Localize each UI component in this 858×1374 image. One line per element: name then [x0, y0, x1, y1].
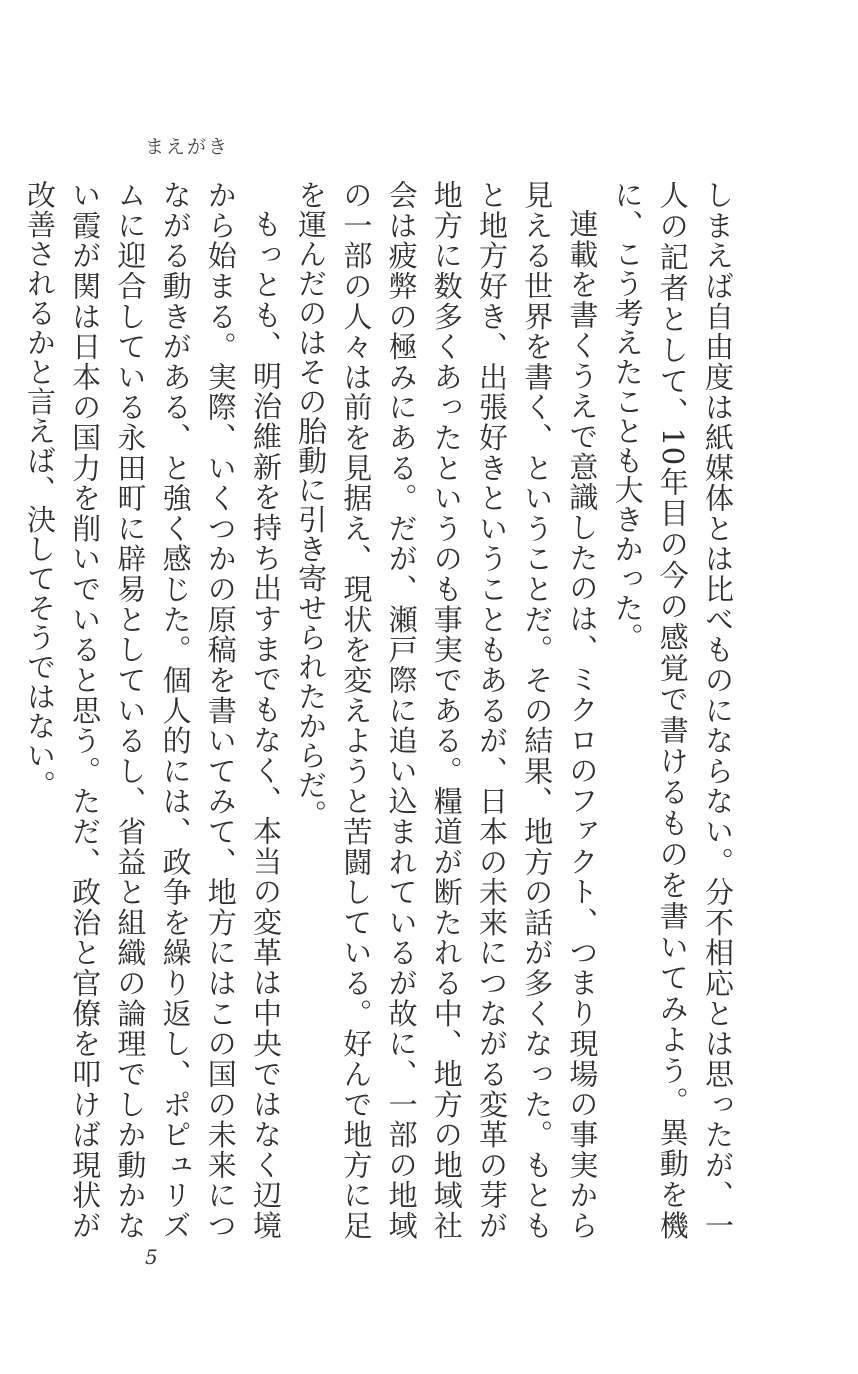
paragraph: もっとも、明治維新を持ち出すまでもなく、本当の変革は中央ではなく辺境から始まる。実際、いくつかの原稿を書いてみて、地方にはこの国の未来につながる動きがある、と強く感じた。個人的には、政争を繰り返し、ポピュリズムに迎合している永田町に辟易としているし、省益と組織の論理でしか動かない霞が関は日本の国力を削いでいると思う。ただ、政治と官僚を叩けば現状が改善されるかと言えば、決してそうではない。 [22, 180, 283, 1241]
running-head: まえがき [145, 136, 230, 158]
page-number: 5 [145, 1245, 158, 1269]
vertical-body-text [22, 180, 740, 1241]
paragraph-continuation: しまえば自由度は紙媒体とは比べものにならない。分不相応とは思ったが、一人の記者として、10年目の今の感覚で書けるものを書いてみよう。異動を機に、こう考えたことも大きかった。 [610, 180, 735, 1240]
paragraph: 連載を書くうえで意識したのは、ミクロのファクト、つまり現場の事実から見える世界を書く、ということだ。その結果、地方の話が多くなった。もともと地方好き、出張好きということもあるが、日本の未来につながる変革の芽が地方に数多くあったというのも事実である。糧道が断たれる中、地方の地域社会は疲弊の極みにある。だが、瀬戸際に追い込まれているが故に、一部の地域の一部の人々は前を見据え、現状を変えようと苦闘している。好んで地方に足を運んだのはその胎動に引き寄せられたからだ。 [294, 180, 600, 1241]
